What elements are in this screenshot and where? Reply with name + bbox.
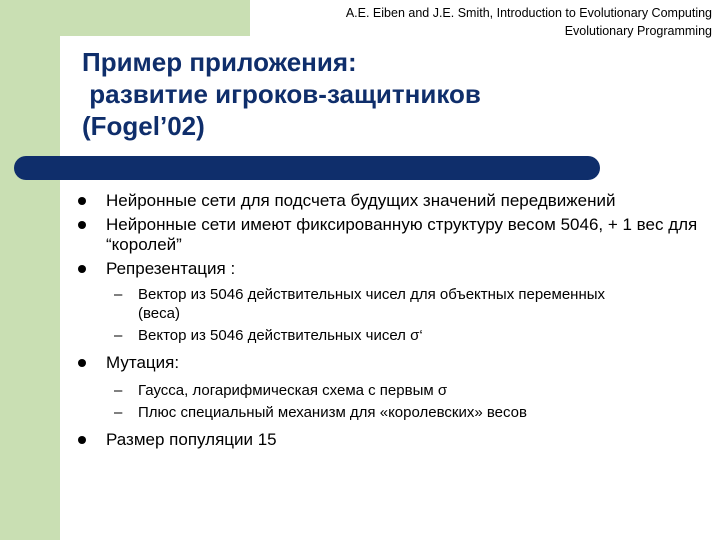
bullet-icon bbox=[78, 197, 86, 205]
sub-bullet-item bbox=[0, 403, 618, 422]
bullet-item bbox=[0, 191, 706, 211]
bullet-icon bbox=[78, 265, 86, 273]
bullet-item bbox=[0, 215, 706, 255]
title-divider-bar bbox=[14, 156, 600, 180]
bullet-text: Мутация: bbox=[106, 353, 180, 372]
dash-icon: – bbox=[114, 327, 123, 344]
sub-bullet-item bbox=[0, 381, 618, 400]
header-line-2: Evolutionary Programming bbox=[564, 24, 712, 38]
bullet-icon bbox=[78, 436, 86, 444]
sub-bullet-item bbox=[0, 285, 618, 323]
bullet-item bbox=[0, 259, 706, 279]
sub-bullet-text: Гаусса, логарифмическая схема с первым σ bbox=[138, 382, 448, 399]
bullet-text: Нейронные сети для подсчета будущих значений передвижений bbox=[106, 191, 616, 210]
green-header-block bbox=[0, 0, 250, 36]
sub-bullet-text: Вектор из 5046 действительных чисел σ‘ bbox=[138, 327, 423, 344]
bullet-text: Репрезентация : bbox=[106, 259, 236, 278]
dash-icon: – bbox=[114, 286, 123, 303]
bullet-icon bbox=[78, 221, 86, 229]
title-line-2: развитие игроков-защитников bbox=[82, 79, 481, 109]
slide-content bbox=[0, 191, 720, 454]
sub-bullet-text: Плюс специальный механизм для «королевских» весов bbox=[138, 404, 527, 421]
bullet-icon bbox=[78, 359, 86, 367]
bullet-text: Размер популяции 15 bbox=[106, 430, 277, 449]
bullet-item bbox=[0, 430, 706, 450]
sub-bullet-item bbox=[0, 326, 618, 345]
slide-header bbox=[346, 4, 712, 40]
bullet-item bbox=[0, 353, 706, 373]
header-line-1: A.E. Eiben and J.E. Smith, Introduction to Evolutionary Computing bbox=[345, 6, 712, 20]
dash-icon: – bbox=[114, 404, 123, 421]
title-line-1: Пример приложения: bbox=[82, 47, 357, 77]
title-line-3: (Fogel’02) bbox=[82, 111, 205, 141]
dash-icon: – bbox=[114, 382, 123, 399]
bullet-text: Нейронные сети имеют фиксированную структуру весом 5046, + 1 вес для “королей” bbox=[106, 215, 698, 254]
slide-title bbox=[82, 46, 702, 142]
sub-bullet-text: Вектор из 5046 действительных чисел для объектных переменных (веса) bbox=[138, 286, 606, 322]
